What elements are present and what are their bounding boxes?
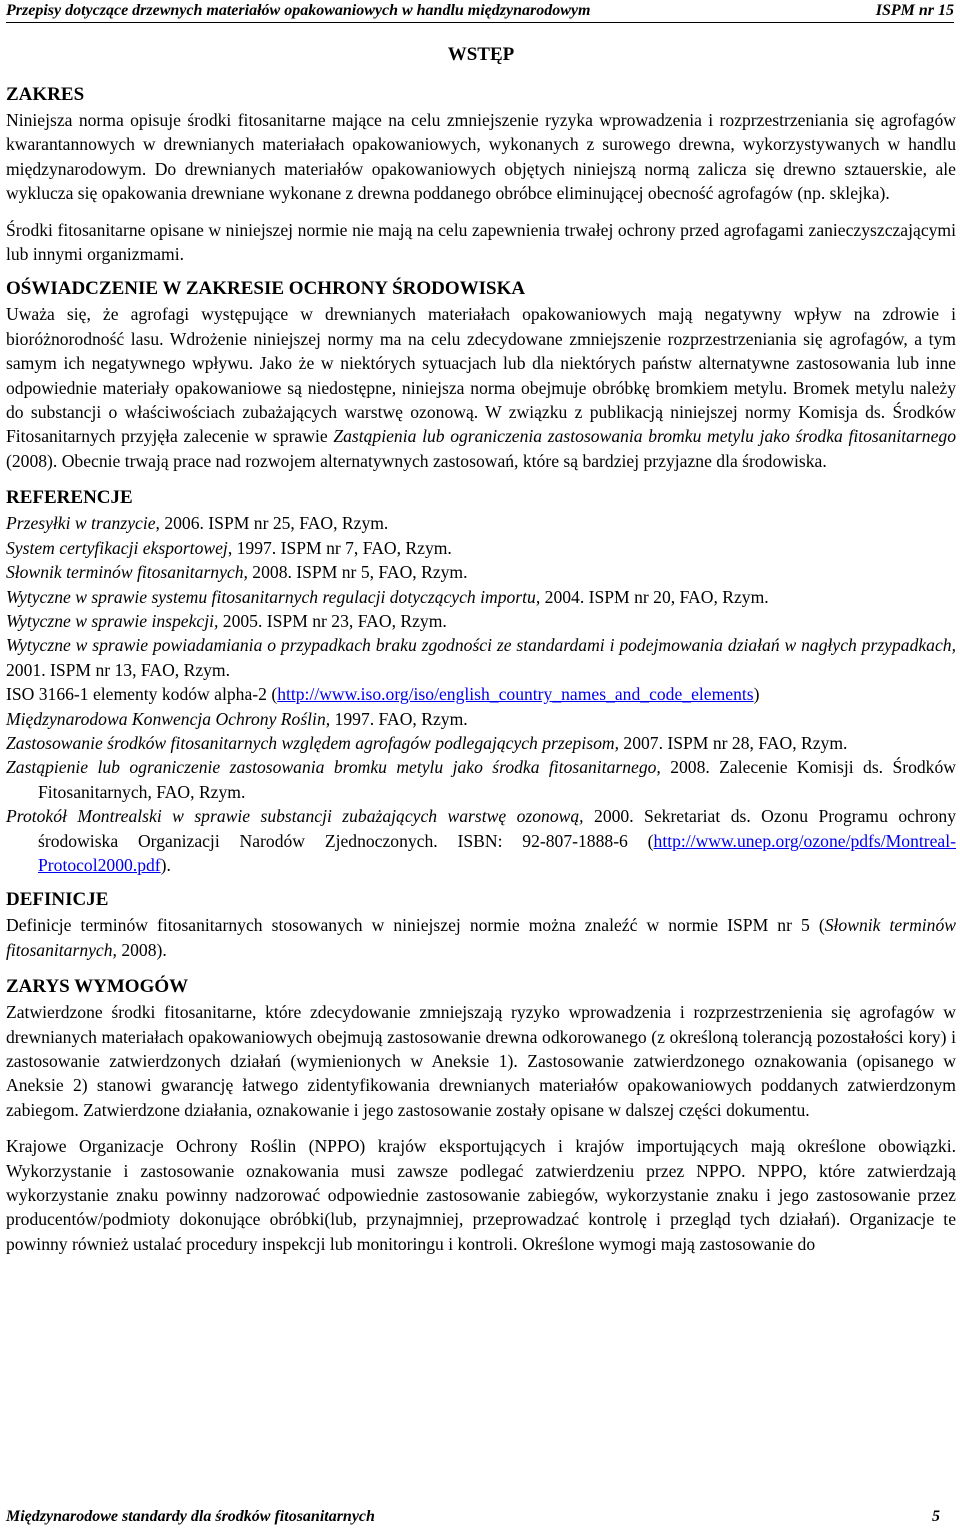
reference-item: Słownik terminów fitosanitarnych, 2008. ISPM nr 5, FAO, Rzym. (6, 562, 468, 583)
header-title: Przepisy dotyczące drzewnych materiałów opakowaniowych w handlu międzynarodowym (6, 2, 591, 19)
page-footer (6, 1507, 954, 1527)
iso-link[interactable]: http://www.iso.org/iso/english_country_names_and_code_elements (277, 684, 754, 705)
reference-item: Przesyłki w tranzycie, 2006. ISPM nr 25, FAO, Rzym. (6, 513, 389, 534)
requirements-paragraph-2: Krajowe Organizacje Ochrony Roślin (NPPO) krajów eksportujących i krajów importujących mają określone obowiązki. Wykorzystanie i zastosowanie oznakowania musi zawsze podlegać zatwierdzeniu przez NPPO. NPPO, które zatwierdzają wykorzystanie znaku powinny nadzorować odpowiednie zastosowanie zabiegów, wykorzystanie znaku i jego zastosowanie przez producentów/podmioty dokonujące obróbki(lub, przynajmniej, przeprowadzać kontrolę i przegląd tych działań). Organizacje te powinny również ustalać procedury inspekcji lub monitoringu i kontroli. Określone wymogi mają zastosowanie do (6, 1136, 956, 1254)
scope-paragraph-1: Niniejsza norma opisuje środki fitosanitarne mające na celu zmniejszenie ryzyka wprowadzenia i rozprzestrzeniania się agrofagów kwarantannowych w drewnianych materiałach opakowaniowych, wykonanych z surowego drewna, wykorzystywanych w handlu międzynarodowym. Do drewnianych materiałów opakowaniowych objętych niniejszą normą zalicza się drewno sztauerskie, ale wyklucza się opakowania drewniane wykonane z drewna poddanego obróbce eliminującej obecność agrofagów (np. sklejka). (6, 110, 956, 204)
reference-item: Protokół Montrealski w sprawie substancji zubażających warstwę ozonową, 2000. Sekretariat ds. Ozonu Programu ochrony środowiska Organizacji Narodów Zjednoczonych. ISBN: 92-807-1888-6 (http://www.unep.org/ozone/pdfs/Montreal-Protocol2000.pdf). (6, 806, 957, 875)
section-heading-references: REFERENCJE (6, 487, 133, 509)
footer-title: Międzynarodowe standardy dla środków fitosanitarnych (6, 1508, 375, 1525)
section-heading-requirements: ZARYS WYMOGÓW (6, 976, 189, 998)
section-heading-environment: OŚWIADCZENIE W ZAKRESIE OCHRONY ŚRODOWISKA (6, 278, 526, 300)
reference-item: ISO 3166-1 elementy kodów alpha-2 (http://www.iso.org/iso/english_country_names_and_code_elements) (6, 684, 760, 705)
page-header (6, 0, 954, 23)
header-standard: ISPM nr 15 (875, 2, 954, 19)
scope-paragraph-2: Środki fitosanitarne opisane w niniejszej normie nie mają na celu zapewnienia trwałej ochrony przed agrofagami zanieczyszczającymi lub innymi organizmami. (6, 219, 956, 265)
reference-item: Zastąpienie lub ograniczenie zastosowania bromku metylu jako środka fitosanitarnego, 2008. Zalecenie Komisji ds. Środków Fitosanitarnych, FAO, Rzym. (6, 757, 956, 802)
reference-item: Wytyczne w sprawie systemu fitosanitarnych regulacji dotyczących importu, 2004. ISPM nr 20, FAO, Rzym. (6, 586, 769, 607)
reference-item: Międzynarodowa Konwencja Ochrony Roślin, 1997. FAO, Rzym. (6, 708, 468, 729)
unep-link[interactable]: http://www.unep.org/ozone/pdfs/Montreal-Protocol2000.pdf (38, 830, 956, 875)
section-heading-scope: ZAKRES (6, 84, 85, 105)
requirements-paragraph-1: Zatwierdzone środki fitosanitarne, które zdecydowanie zmniejszają ryzyko wprowadzenia i rozprzestrzenienia się agrofagów w drewnianych materiałach opakowaniowych obejmują zastosowanie drewna odkorowanego (z określoną tolerancją pozostałości kory) i zastosowanie zatwierdzonych działań (wymienionych w Aneksie 1). Zastosowanie zatwierdzonego oznakowania (opisanego w Aneksie 2) stanowi gwarancję łatwego zidentyfikowania drewnianych materiałów opakowaniowych poddanych zatwierdzonym zabiegom. Zatwierdzone działania, oznakowanie i jego zastosowanie zostały opisane w dalszej części dokumentu. (6, 1002, 956, 1120)
environment-italic-title: Zastąpienia lub ograniczenia zastosowania bromku metylu jako środka fitosanitarnego (333, 426, 956, 447)
page-number: 5 (932, 1508, 940, 1525)
section-heading-definitions: DEFINICJE (6, 889, 109, 911)
environment-paragraph (6, 302, 956, 473)
reference-item: Zastosowanie środków fitosanitarnych względem agrofagów podlegających przepisom, 2007. ISPM nr 28, FAO, Rzym. (6, 732, 848, 753)
references-list (6, 511, 956, 877)
environment-text-a: Uważa się, że agrofagi występujące w drewnianych materiałach opakowaniowych mają negatywny wpływ na zdrowie i bioróżnorodność lasu. Wdrożenie niniejszej normy ma na celu zdecydowane zmniejszenie rozprzestrzeniania się agrofagów, a tym samym ich negatywnego wpływu. Jako że w niektórych sytuacjach lub dla niektórych państw alternatywne zastosowania lub inne odpowiednie materiały opakowaniowe są niedostępne, niniejsza norma obejmuje obróbkę bromkiem metylu. Bromek metylu należy do substancji o właściwościach zubażających warstwę ozonową. W związku z publikacją niniejszej normy Komisja ds. Środków Fitosanitarnych przyjęła zalecenie w sprawie (6, 304, 956, 447)
environment-text-b: (2008). Obecnie trwają prace nad rozwojem alternatywnych zastosowań, które są bardziej przyjazne dla środowiska. (6, 450, 827, 471)
reference-item: Wytyczne w sprawie powiadamiania o przypadkach braku zgodności ze standardami i podejmowania działań w nagłych przypadkach, 2001. ISPM nr 13, FAO, Rzym. (6, 635, 956, 680)
page-title: WSTĘP (447, 44, 515, 65)
definitions-paragraph: Definicje terminów fitosanitarnych stosowanych w niniejszej normie można znaleźć w normie ISPM nr 5 (Słownik terminów fitosanitarnych, 2008). (6, 915, 956, 960)
document-body (6, 42, 956, 1256)
reference-item: System certyfikacji eksportowej, 1997. ISPM nr 7, FAO, Rzym. (6, 537, 452, 558)
reference-item: Wytyczne w sprawie inspekcji, 2005. ISPM nr 23, FAO, Rzym. (6, 610, 447, 631)
